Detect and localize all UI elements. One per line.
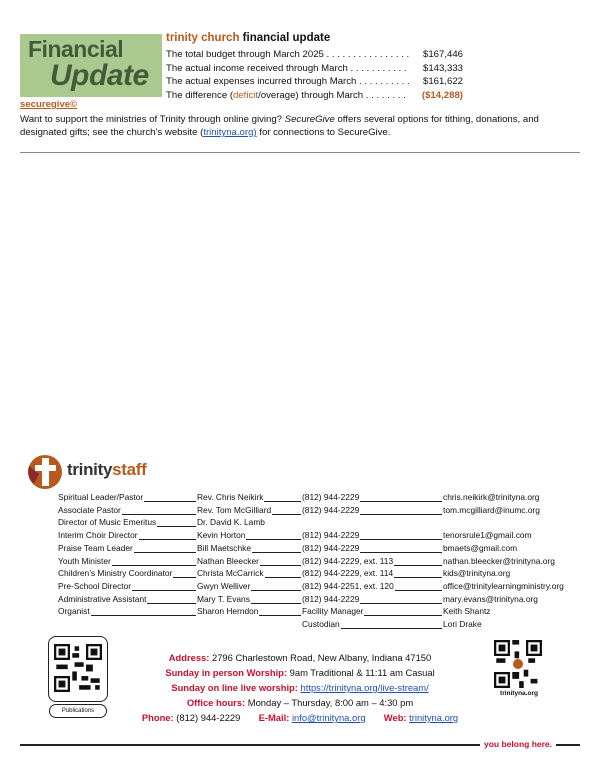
- web-link[interactable]: trinityna.org: [409, 712, 459, 723]
- title-brand: trinity church: [166, 32, 240, 44]
- leader-line: [360, 492, 442, 502]
- leader-line: [394, 568, 442, 578]
- leader-line: [364, 606, 442, 616]
- contact-line: [100, 710, 500, 725]
- staff-role: Pre-School Director: [58, 580, 132, 591]
- leader-line: [260, 556, 301, 566]
- staff-name: Nathan Bleecker: [197, 555, 259, 566]
- financial-title: [166, 32, 330, 44]
- financial-update-logo: [20, 34, 162, 97]
- staff-role: Children’s Ministry Coordinator: [58, 568, 173, 579]
- staff-name: Dr. David K. Lamb: [197, 517, 265, 528]
- staff-name: Bill Maetschke: [197, 542, 251, 553]
- leader-line: [139, 530, 196, 540]
- text-part: for connections to SecureGive.: [256, 127, 391, 138]
- staff-row: [58, 505, 578, 517]
- staff-email: Keith Shantz: [443, 606, 491, 617]
- tagline: you belong here.: [480, 739, 556, 749]
- phone-label: Phone:: [141, 712, 174, 723]
- staff-phone: (812) 944-2229: [302, 504, 360, 515]
- phone-text: (812) 944-2229: [173, 712, 241, 723]
- email-label: E-Mail:: [258, 712, 290, 723]
- staff-role: Youth Minister: [58, 555, 111, 566]
- leader-line: [259, 606, 301, 616]
- staff-name: Kevin Horton: [197, 530, 246, 541]
- staff-role: Administrative Assistant: [58, 593, 147, 604]
- staff-email: tenorsrule1@gmail.com: [443, 530, 532, 541]
- qr-code-right: [494, 640, 542, 702]
- diff-deficit: deficit: [233, 90, 259, 101]
- hours-label: Office hours:: [186, 697, 246, 708]
- staff-row: [58, 594, 578, 606]
- address-block: [100, 650, 500, 725]
- worship-label: Sunday in person Worship:: [165, 667, 288, 678]
- text-part: offers several options for tithing, donations, and designated gifts; see the church’s website (: [20, 114, 539, 138]
- leader-line: [251, 594, 301, 604]
- leader-line: [272, 505, 301, 515]
- securegive-text: [20, 113, 580, 139]
- leader-line: [360, 505, 442, 515]
- staff-phone: (812) 944-2229: [302, 530, 360, 541]
- staff-phone: (812) 944-2229: [302, 492, 360, 502]
- row-value: $143,333: [422, 63, 463, 74]
- row-value: $167,446: [422, 49, 463, 60]
- staff-phone: Custodian: [302, 619, 340, 629]
- staff-role: Director of Music Emeritus: [58, 517, 157, 528]
- staff-name: Mary T. Evans: [197, 593, 250, 604]
- title-rest: financial update: [239, 32, 331, 44]
- staff-row: [58, 581, 578, 593]
- staff-phone: (812) 944-2229, ext. 114: [302, 568, 394, 579]
- address-label: Address:: [168, 652, 210, 663]
- leader-line: [144, 492, 196, 502]
- website-link[interactable]: trinityna.org): [203, 127, 257, 138]
- diff-suffix: /overage) through March . . . . . . . .: [258, 90, 406, 101]
- qr-icon: [494, 640, 542, 688]
- staff-row: [58, 556, 578, 568]
- qr-caption: trinityna.org: [500, 690, 538, 697]
- qr-icon: [54, 644, 102, 692]
- staff-name: Christa McCarrick: [197, 568, 264, 579]
- staff-role: Associate Pastor: [58, 504, 121, 515]
- row-label: The actual income received through March . . . . . . . . . . .: [166, 63, 407, 74]
- qr-code-left: [48, 636, 108, 702]
- staff-email: tom.mcgilliard@inumc.org: [443, 504, 540, 515]
- leader-line: [360, 530, 442, 540]
- staff-email: kids@trinityna.org: [443, 568, 511, 579]
- staff-name: Gwyn Welliver: [197, 580, 251, 591]
- leader-line: [134, 543, 196, 553]
- leader-line: [157, 517, 196, 527]
- staff-role: Spiritual Leader/Pastor: [58, 492, 144, 502]
- staff-email: office@trinitylearningministry.org: [443, 580, 564, 591]
- leader-line: [122, 505, 196, 515]
- leader-line: [360, 594, 442, 604]
- staff-row: [58, 606, 578, 618]
- diff-prefix: The difference (: [166, 90, 234, 101]
- staff-email: bmaets@gmail.com: [443, 542, 518, 553]
- staff-name: Rev. Chris Neikirk: [197, 492, 264, 502]
- leader-line: [246, 530, 301, 540]
- livestream-link[interactable]: https://trinityna.org/live-stream/: [300, 682, 429, 693]
- staff-row: [58, 530, 578, 542]
- leader-line: [360, 543, 442, 553]
- staff-role: Interim Choir Director: [58, 530, 138, 541]
- web-label: Web:: [383, 712, 407, 723]
- staff-row: [58, 492, 578, 504]
- leader-line: [112, 556, 196, 566]
- online-line: [100, 680, 500, 695]
- logo-line2: Update: [50, 59, 149, 92]
- brand-staff: staff: [112, 460, 147, 479]
- online-label: Sunday on line live worship:: [171, 682, 298, 693]
- staff-phone: (812) 944-2229, ext. 113: [302, 555, 394, 566]
- row-label: [166, 90, 406, 101]
- text-italic: SecureGive: [284, 114, 335, 125]
- leader-line: [132, 581, 196, 591]
- cross-icon: [25, 452, 65, 492]
- leader-line: [251, 581, 301, 591]
- logo-line1: Financial: [28, 36, 124, 62]
- email-link[interactable]: info@trinityna.org: [291, 712, 366, 723]
- worship-text: 9am Traditional & 11:11 am Casual: [287, 667, 435, 678]
- leader-line: [173, 568, 196, 578]
- staff-row: [58, 543, 578, 555]
- address-text: 2796 Charlestown Road, New Albany, Indiana 47150: [209, 652, 432, 663]
- hours-line: [100, 695, 500, 710]
- leader-line: [341, 619, 442, 629]
- staff-email: nathan.bleecker@trinityna.org: [443, 555, 555, 566]
- staff-row: [58, 517, 578, 529]
- staff-role: Praise Team Leader: [58, 542, 133, 553]
- staff-email: chris.neikirk@trinityna.org: [443, 492, 540, 502]
- staff-phone: (812) 944-2229: [302, 542, 360, 553]
- leader-line: [265, 568, 301, 578]
- leader-line: [395, 581, 442, 591]
- staff-phone: (812) 944-2229: [302, 593, 360, 604]
- leader-line: [147, 594, 196, 604]
- address-line: [100, 650, 500, 665]
- row-value: $161,622: [422, 76, 463, 87]
- leader-line: [252, 543, 301, 553]
- worship-line: [100, 665, 500, 680]
- publications-badge: Publications: [49, 704, 107, 718]
- divider: [20, 152, 580, 153]
- trinity-staff-logo: [25, 452, 225, 492]
- text-part: Want to support the ministries of Trinity through online giving?: [20, 114, 285, 125]
- row-label: The actual expenses incurred through March . . . . . . . . . .: [166, 76, 410, 87]
- brand-trinity: trinity: [67, 460, 113, 479]
- staff-row: [58, 619, 578, 631]
- row-value: ($14,288): [421, 90, 463, 101]
- leader-line: [91, 606, 196, 616]
- staff-phone: Facility Manager: [302, 606, 364, 617]
- staff-role: Organist: [58, 606, 90, 617]
- staff-name: Rev. Tom McGilliard: [197, 504, 272, 515]
- hours-text: Monday – Thursday, 8:00 am – 4:30 pm: [245, 697, 414, 708]
- staff-row: [58, 568, 578, 580]
- row-label: The total budget through March 2025 . . . . . . . . . . . . . . . .: [166, 49, 410, 60]
- staff-phone: (812) 944-2251, ext. 120: [302, 580, 394, 591]
- staff-name: Sharon Herndon: [197, 606, 259, 617]
- leader-line: [264, 492, 301, 502]
- leader-line: [394, 556, 442, 566]
- staff-email: mary.evans@trinityna.org: [443, 593, 538, 604]
- staff-email: Lori Drake: [443, 619, 482, 629]
- securegive-title: securegive©: [20, 99, 78, 110]
